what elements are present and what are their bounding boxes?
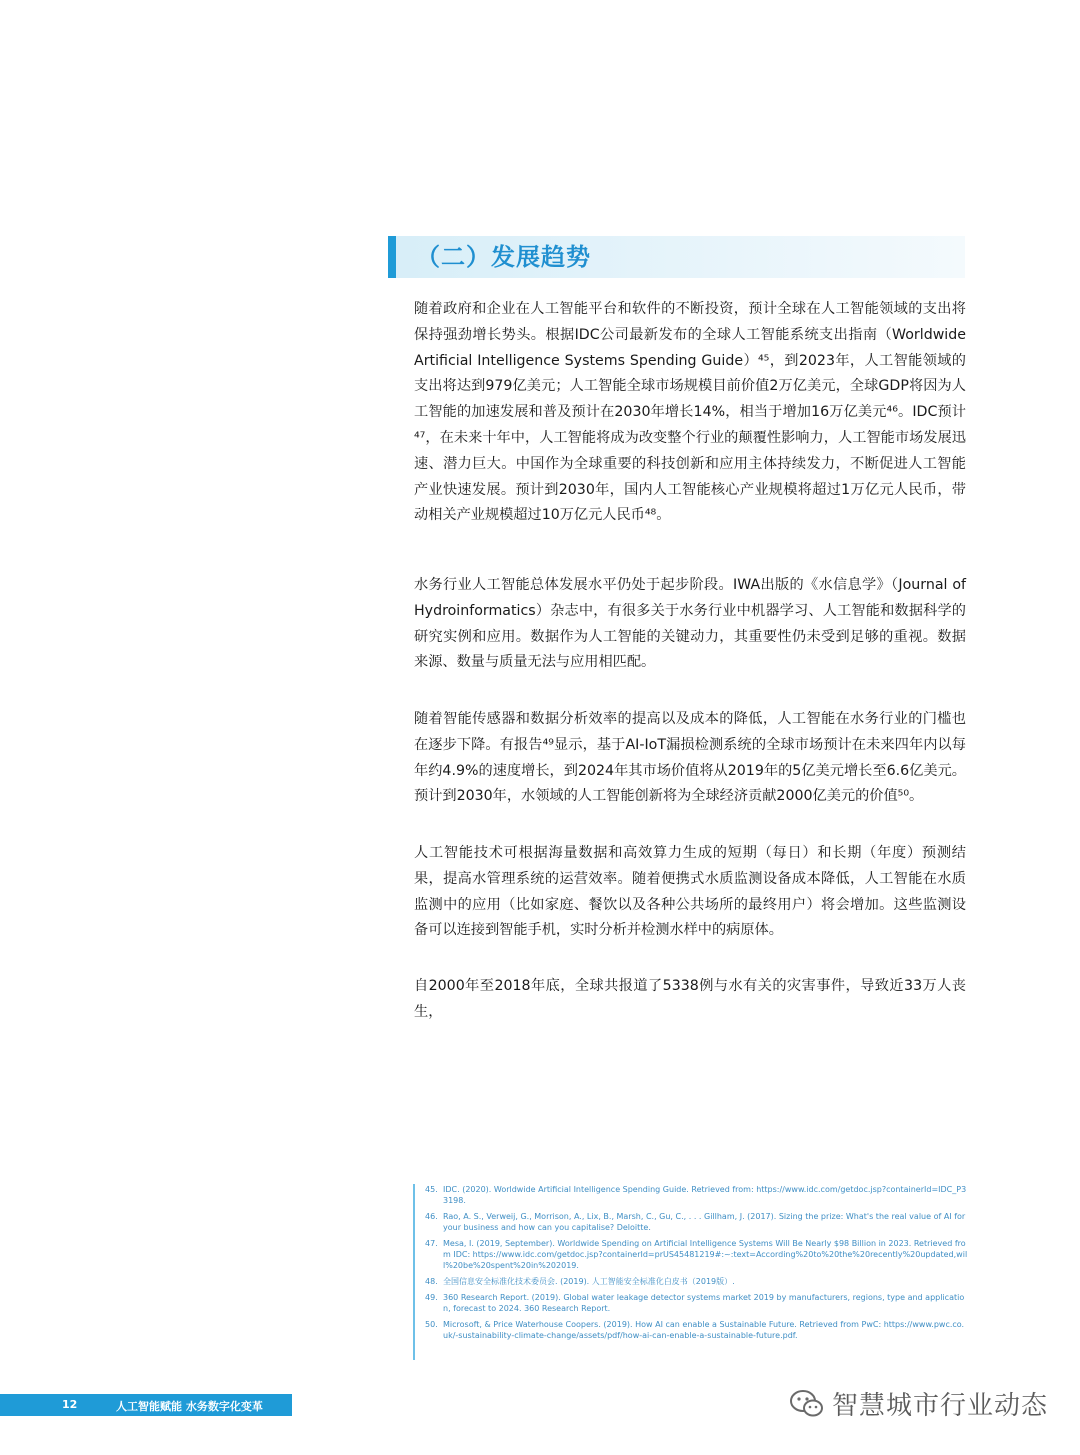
paragraph-5: 自2000年至2018年底，全球共报道了5338例与水有关的灾害事件，导致近33万人丧生，: [414, 978, 966, 1020]
paragraph-3: 随着智能传感器和数据分析效率的提高以及成本的降低，人工智能在水务行业的门槛也在逐步下降。有报告⁴⁹显示，基于AI-IoT漏损检测系统的全球市场预计在未来四年内以每年约4.9%的速度增长，到2024年其市场价值将从2019年的5亿美元增长至6.6亿美元。预计到2030年，水领域的人工智能创新将为全球经济贡献2000亿美元的价值⁵⁰。: [414, 711, 966, 805]
footnote-number: 48.: [425, 1277, 438, 1286]
footer-title: 人工智能赋能 水务数字化变革: [116, 1400, 263, 1413]
paragraph-4: 人工智能技术可根据海量数据和高效算力生成的短期（每日）和长期（年度）预测结果，提高水管理系统的运营效率。随着便携式水质监测设备成本降低，人工智能在水质监测中的应用（比如家庭、餐饮以及各种公共场所的最终用户）将会增加。这些监测设备可以连接到智能手机，实时分析并检测水样中的病原体。: [414, 845, 966, 939]
footnotes: [413, 1184, 969, 1360]
footnote-text: Rao, A. S., Verweij, G., Morrison, A., Lix, B., Marsh, C., Gu, C., . . . Gillham, J. (2017). Sizing the prize: What's the real value of AI for your business and how can you capitalise? Deloitte.: [443, 1212, 966, 1232]
footnote-number: 45.: [425, 1185, 438, 1194]
paragraph-1: 随着政府和企业在人工智能平台和软件的不断投资，预计全球在人工智能领域的支出将保持强劲增长势头。根据IDC公司最新发布的全球人工智能系统支出指南（Worldwide Artificial Intelligence Systems Spending Guide）⁴⁵，到2023年，人工智能领域的支出将达到979亿美元；人工智能全球市场规模目前价值2万亿美元，全球GDP将因为人工智能的加速发展和普及预计在2030年增长14%，相当于增加16万亿美元⁴⁶。IDC预计⁴⁷，在未来十年中，人工智能将成为改变整个行业的颠覆性影响力，人工智能市场发展迅速、潜力巨大。中国作为全球重要的科技创新和应用主体持续发力，不断促进人工智能产业快速发展。预计到2030年，国内人工智能核心产业规模将超过1万亿元人民币，带动相关产业规模超过10万亿元人民币⁴⁸。: [414, 301, 966, 524]
footnote-number: 46.: [425, 1212, 438, 1221]
footnote-47: [425, 1238, 969, 1271]
section-heading: （二）发展趋势: [416, 243, 591, 271]
watermark: [790, 1385, 1048, 1422]
footnote-number: 49.: [425, 1293, 438, 1302]
footnote-text: 360 Research Report. (2019). Global water leakage detector systems market 2019 by manufacturers, regions, type and application, forecast to 2024. 360 Research Report.: [443, 1293, 965, 1313]
footnote-text: IDC. (2020). Worldwide Artificial Intelligence Spending Guide. Retrieved from: https://www.idc.com/getdoc.jsp?containerId=IDC_P33198.: [443, 1185, 967, 1205]
footnote-48: [425, 1276, 969, 1287]
paragraph-2: 水务行业人工智能总体发展水平仍处于起步阶段。IWA出版的《水信息学》（Journal of Hydroinformatics）杂志中，有很多关于水务行业中机器学习、人工智能和数据科学的研究实例和应用。数据作为人工智能的关键动力，其重要性仍未受到足够的重视。数据来源、数量与质量无法与应用相匹配。: [414, 577, 966, 671]
footnote-text: Microsoft, & Price Waterhouse Coopers. (2019). How AI can enable a Sustainable Future. Retrieved from PwC: https://www.pwc.co.uk/-sustainability-climate-change/assets/pdf/how-ai-can-enable-a-sustainable-future.pdf.: [443, 1320, 965, 1340]
heading-accent-stripe: [388, 236, 396, 278]
wechat-icon: [790, 1389, 824, 1419]
footnote-46: [425, 1211, 969, 1233]
page-number: 12: [62, 1398, 78, 1411]
footer-bar: [0, 1394, 292, 1416]
footnote-text: 全国信息安全标准化技术委员会. (2019). 人工智能安全标准化白皮书（2019版）.: [443, 1277, 735, 1286]
footnote-text: Mesa, I. (2019, September). Worldwide Spending on Artificial Intelligence Systems Will Be Nearly $98 Billion in 2023. Retrieved from IDC: https://www.idc.com/getdoc.jsp?containerId=prUS45481219#:~:text=According%20to%20the%20recently%20updated,will%20be%20spent%20in%202019.: [443, 1239, 968, 1270]
footnote-number: 50.: [425, 1320, 438, 1329]
watermark-text: 智慧城市行业动态: [832, 1391, 1049, 1421]
footnote-49: [425, 1292, 969, 1314]
section-heading-bar: [388, 236, 965, 278]
footnote-50: [425, 1319, 969, 1341]
footnote-number: 47.: [425, 1239, 438, 1248]
footnote-45: [425, 1184, 969, 1206]
